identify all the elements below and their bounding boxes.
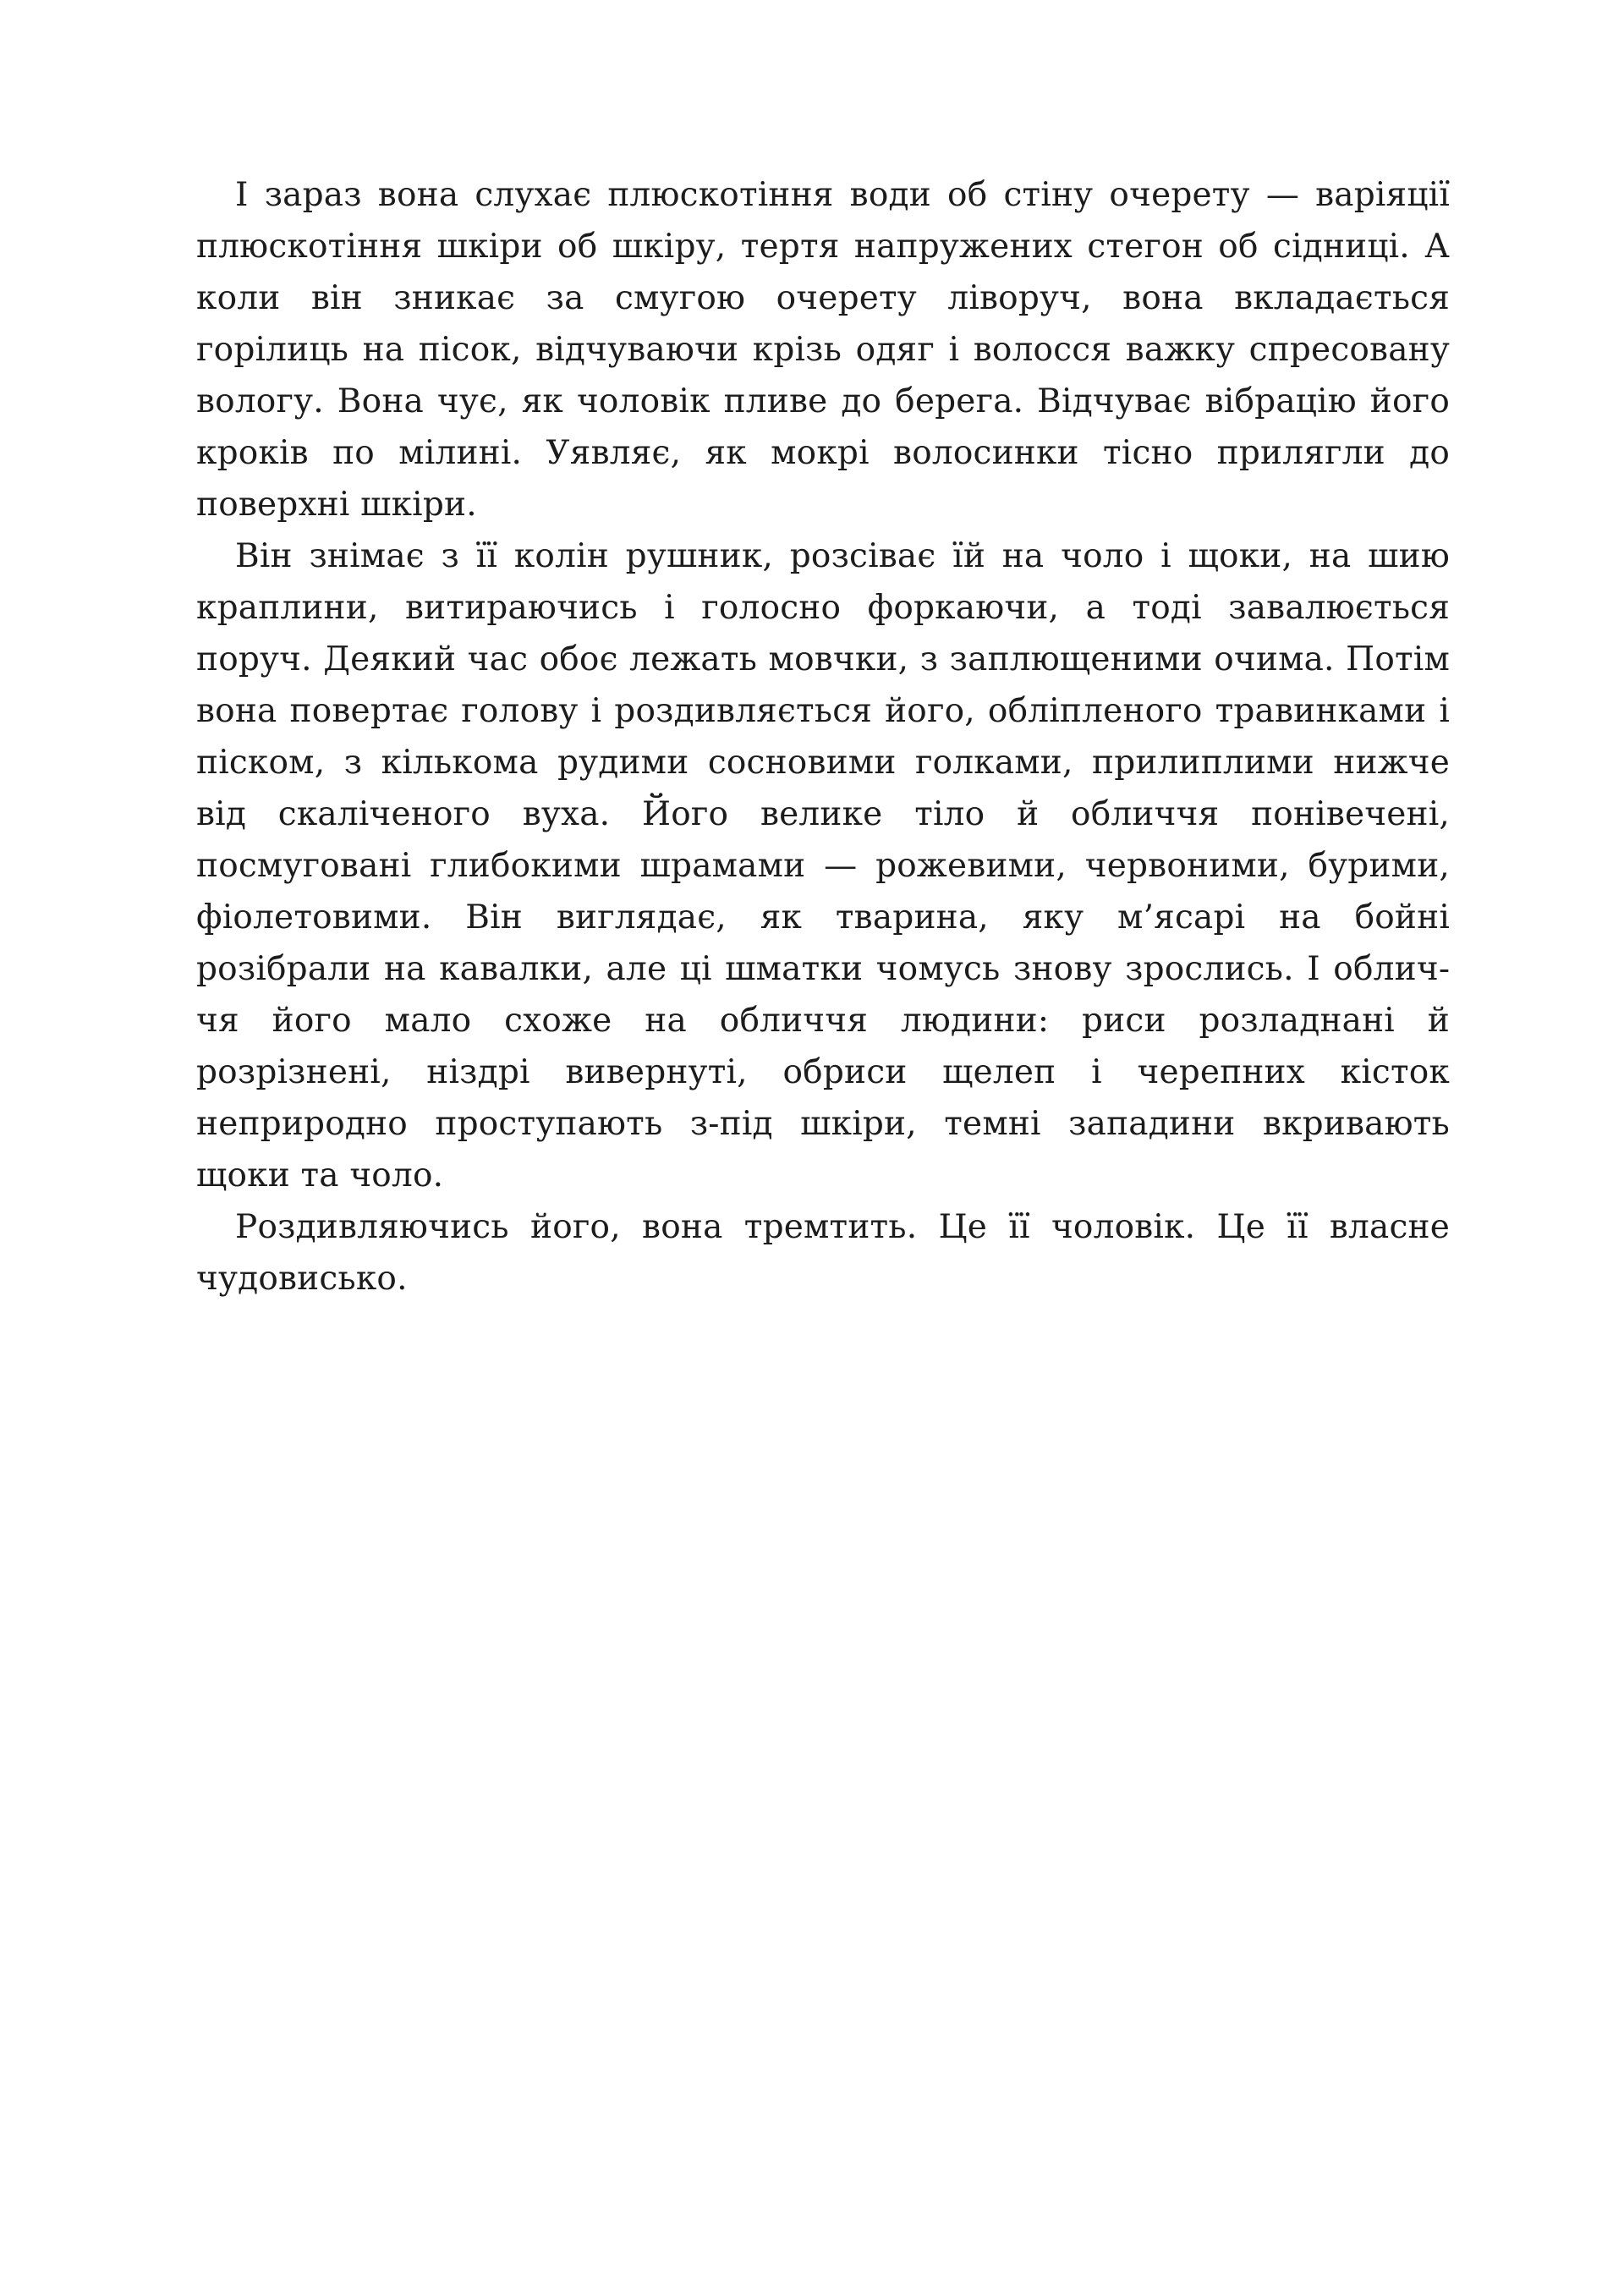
paragraph-2: Він знімає з її колін рушник, розсіває їй на чоло і щоки, на шию краплини, витираючись і голосно форкаючи, а тоді завалюється поруч. Деякий час обоє лежать мовчки, з заплющеними очима. Потім вона повертає голову і роздивляється його, обліпленого травинками і піском, з кількома рудими сосновими голками, прилиплими нижче від скаліченого вуха. Його велике тіло й обличчя понівечені, посмуговані глибокими шрамами — рожевими, червоними, бурими, фіолетовими. Він виглядає, як тварина, яку м’ясарі на бойні розібрали на кавалки, але ці шматки чомусь знову зрослись. І обличчя його мало схоже на обличчя людини: риси розладнані й розрізнені, ніздрі вивернуті, обриси щелеп і черепних кісток неприродно проступають з-під шкіри, темні западини вкривають щоки та чоло. [196, 537, 1450, 1195]
body-text [196, 169, 1450, 1305]
paragraph-1: І зараз вона слухає плюскотіння води об стіну очерету — варіяції плюскотіння шкіри об шкіру, тертя напружених стегон об сідниці. А коли він зникає за смугою очерету ліворуч, вона вкладається горілиць на пісок, відчуваючи крізь одяг і волосся важку спресовану вологу. Вона чує, як чоловік пливе до берега. Відчуває вібрацію його кроків по мілині. Уявляє, як мокрі волосинки тісно прилягли до поверхні шкіри. [196, 176, 1450, 524]
paragraph-3: Роздивляючись його, вона тремтить. Це її чоловік. Це її власне чудовисько. [196, 1208, 1450, 1298]
